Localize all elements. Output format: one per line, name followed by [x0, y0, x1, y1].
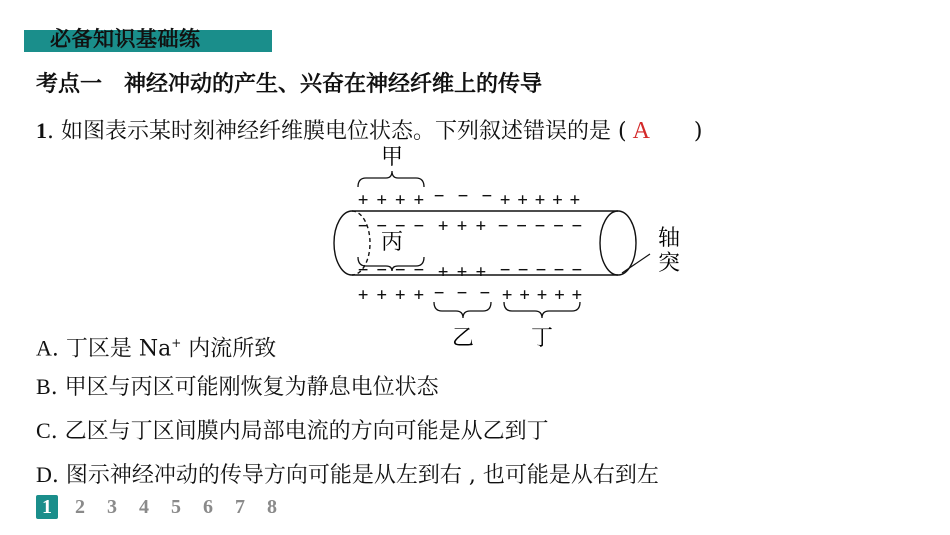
label-bing: 丙	[380, 230, 404, 255]
question-number: 1	[36, 118, 47, 143]
label-axon-2: 突	[657, 251, 681, 276]
label-jia: 甲	[380, 145, 404, 170]
page-link-5[interactable]: 5	[171, 496, 181, 518]
charge-top-outer-ding: +++++	[500, 190, 580, 210]
option-b-letter: B	[36, 374, 51, 399]
option-c-letter: C	[36, 418, 51, 443]
page-link-3[interactable]: 3	[107, 496, 117, 518]
option-d-text: . 图示神经冲动的传导方向可能是从左到右 , 也可能是从右到左	[51, 463, 659, 488]
option-b[interactable]	[36, 372, 439, 403]
axon-pointer-line	[622, 254, 650, 273]
charge-top-outer-yi: −−−	[434, 186, 492, 206]
charge-bottom-inner-ding: −−−−−	[500, 260, 582, 280]
page-link-2[interactable]: 2	[75, 496, 85, 518]
brace-yi	[434, 302, 491, 318]
charge-top-inner-jia: −−−−	[358, 216, 424, 236]
question-pager	[36, 494, 292, 520]
option-a-superscript: +	[171, 336, 182, 350]
option-d-letter: D	[36, 462, 52, 487]
charge-bottom-outer-yi: −−−	[434, 283, 490, 303]
section-heading	[36, 70, 542, 100]
charge-top-inner-ding: −−−−−	[498, 216, 582, 236]
question-text: . 如图表示某时刻神经纤维膜电位状态。下列叙述错误的是 (	[47, 119, 627, 144]
question-close-paren: )	[693, 119, 703, 144]
option-c-text: . 乙区与丁区间膜内局部电流的方向可能是从乙到丁	[50, 419, 549, 444]
label-ding: 丁	[530, 326, 554, 351]
option-a-text-after: 内流所致	[181, 336, 277, 362]
charge-bottom-outer-ding: +++++	[502, 285, 582, 305]
charge-bottom-inner-bing: −−−−	[358, 260, 424, 280]
page-link-4[interactable]: 4	[139, 496, 149, 518]
option-b-text: . 甲区与丙区可能刚恢复为静息电位状态	[50, 375, 439, 400]
section-heading-text: 神经冲动的产生、兴奋在神经纤维上的传导	[124, 72, 543, 97]
option-a-letter: A	[36, 335, 52, 361]
brace-jia	[358, 171, 424, 187]
option-d[interactable]	[36, 460, 659, 491]
section-heading-label: 考点一	[36, 72, 103, 97]
charge-bottom-outer-bing: ++++	[358, 285, 424, 305]
label-axon-1: 轴	[657, 226, 681, 251]
label-yi: 乙	[451, 326, 475, 351]
page-link-7[interactable]: 7	[235, 496, 245, 518]
page-link-1[interactable]: 1	[36, 495, 58, 519]
option-a[interactable]	[36, 328, 276, 364]
answer-mark: A	[632, 118, 650, 144]
option-c[interactable]	[36, 416, 549, 447]
nerve-fiber-diagram	[300, 142, 700, 354]
option-a-text-before: . 丁区是 Na	[51, 336, 172, 362]
page-link-8[interactable]: 8	[267, 496, 277, 518]
charge-bottom-inner-yi: +++	[438, 262, 486, 282]
charge-top-inner-yi: +++	[438, 216, 486, 236]
banner-title: 必备知识基础练	[50, 27, 201, 51]
charge-top-outer-jia: ++++	[358, 190, 424, 210]
page-link-6[interactable]: 6	[203, 496, 213, 518]
